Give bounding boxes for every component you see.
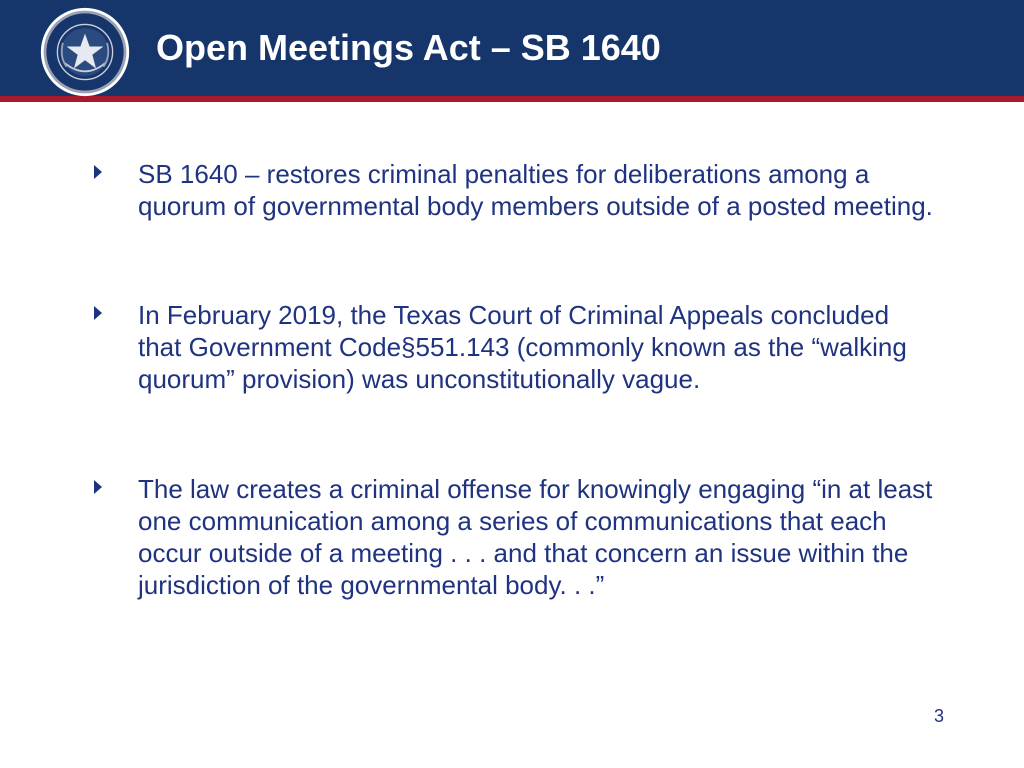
bullet-text: In February 2019, the Texas Court of Criminal Appeals concluded that Government Code§551.143 (commonly known as the “walking quorum” provision) was unconstitutionally vague. — [138, 300, 907, 394]
texas-attorney-general-seal-icon — [39, 6, 131, 98]
page-number: 3 — [933, 706, 944, 726]
bullet-arrow-icon — [94, 480, 102, 494]
bullet-arrow-icon — [94, 165, 102, 179]
bullet-arrow-icon — [94, 306, 102, 320]
header-accent-rule — [0, 96, 1024, 102]
bullet-item — [138, 473, 938, 601]
slide-title: Open Meetings Act – SB 1640 — [156, 27, 661, 68]
bullet-text: The law creates a criminal offense for knowingly engaging “in at least one communication among a series of communications that each occur outside of a meeting . . . and that concern an issue within the jurisdiction of the governmental body. . .” — [138, 474, 933, 600]
bullet-item — [138, 158, 938, 222]
bullet-text: SB 1640 – restores criminal penalties for deliberations among a quorum of governmental body members outside of a posted meeting. — [138, 159, 933, 221]
bullet-item — [138, 299, 938, 395]
